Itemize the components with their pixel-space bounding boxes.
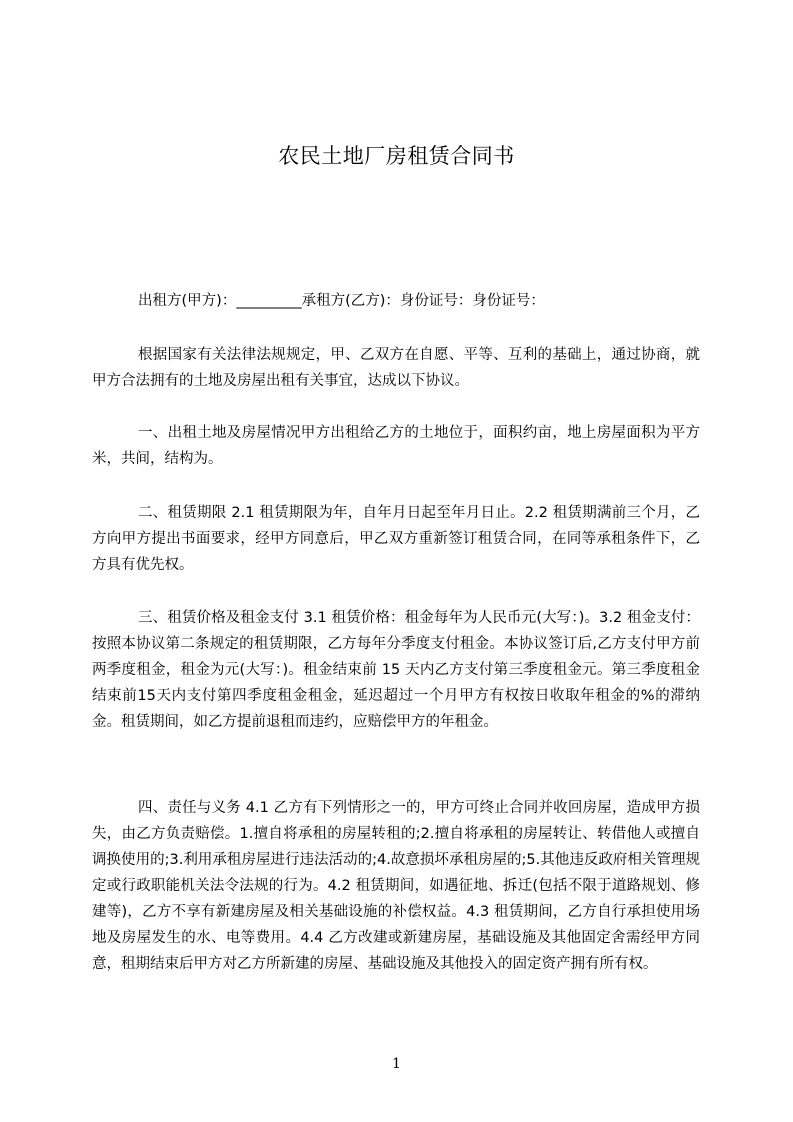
page-number: 1 <box>392 1056 401 1072</box>
parties-line <box>92 288 700 314</box>
lessee-label: 承租方(乙方)：身份证号：身份证号： <box>301 293 545 309</box>
article-1-paragraph: 一、出租土地及房屋情况甲方出租给乙方的土地位于，面积约亩，地上房屋面积为平方米，共间，结构为。 <box>92 425 700 467</box>
article-4-paragraph: 四、责任与义务 4.1 乙方有下列情形之一的，甲方可终止合同并收回房屋，造成甲方损失，由乙方负责赔偿。1.擅自将承租的房屋转租的;2.擅自将承租的房屋转让、转借他人或擅自调换使用的;3.利用承租房屋进行违法活动的;4.故意损坏承租房屋的;5.其他违反政府相关管理规定或行政职能机关法令法规的行为。4.2 租赁期间，如遇征地、拆迁(包括不限于道路规划、修建等)，乙方不享有新建房屋及相关基础设施的补偿权益。4.3 租赁期间，乙方自行承担使用场地及房屋发生的水、电等费用。4.4 乙方改建或新建房屋，基础设施及其他固定舍需经甲方同意，租期结束后甲方对乙方所新建的房屋、基础设施及其他投入的固定资产拥有所有权。 <box>92 800 700 972</box>
intro-paragraph: 根据国家有关法律法规规定，甲、乙双方在自愿、平等、互利的基础上，通过协商，就甲方合法拥有的土地及房屋出租有关事宜，达成以下协议。 <box>92 347 700 389</box>
article-3-paragraph: 三、租赁价格及租金支付 3.1 租赁价格：租金每年为人民币元(大写：)。3.2 租金支付：按照本协议第二条规定的租赁期限，乙方每年分季度支付租金。本协议签订后,乙方支付甲方前两季度租金，租金为元(大写：)。租金结束前 15 天内乙方支付第三季度租金元。第三季度租金结束前15天内支付第四季度租金租金，延迟超过一个月甲方有权按日收取年租金的%的滞纳金。租赁期间，如乙方提前退租而违约，应赔偿甲方的年租金。 <box>92 610 700 730</box>
lessor-blank: _________ <box>236 293 302 309</box>
lessor-label: 出租方(甲方)： <box>138 293 237 309</box>
document-title: 农民土地厂房租赁合同书 <box>278 144 515 168</box>
article-2-paragraph: 二、租赁期限 2.1 租赁期限为年，自年月日起至年月日止。2.2 租赁期满前三个月，乙方向甲方提出书面要求，经甲方同意后，甲乙双方重新签订租赁合同，在同等承租条件下，乙方具有优先权。 <box>92 505 700 573</box>
